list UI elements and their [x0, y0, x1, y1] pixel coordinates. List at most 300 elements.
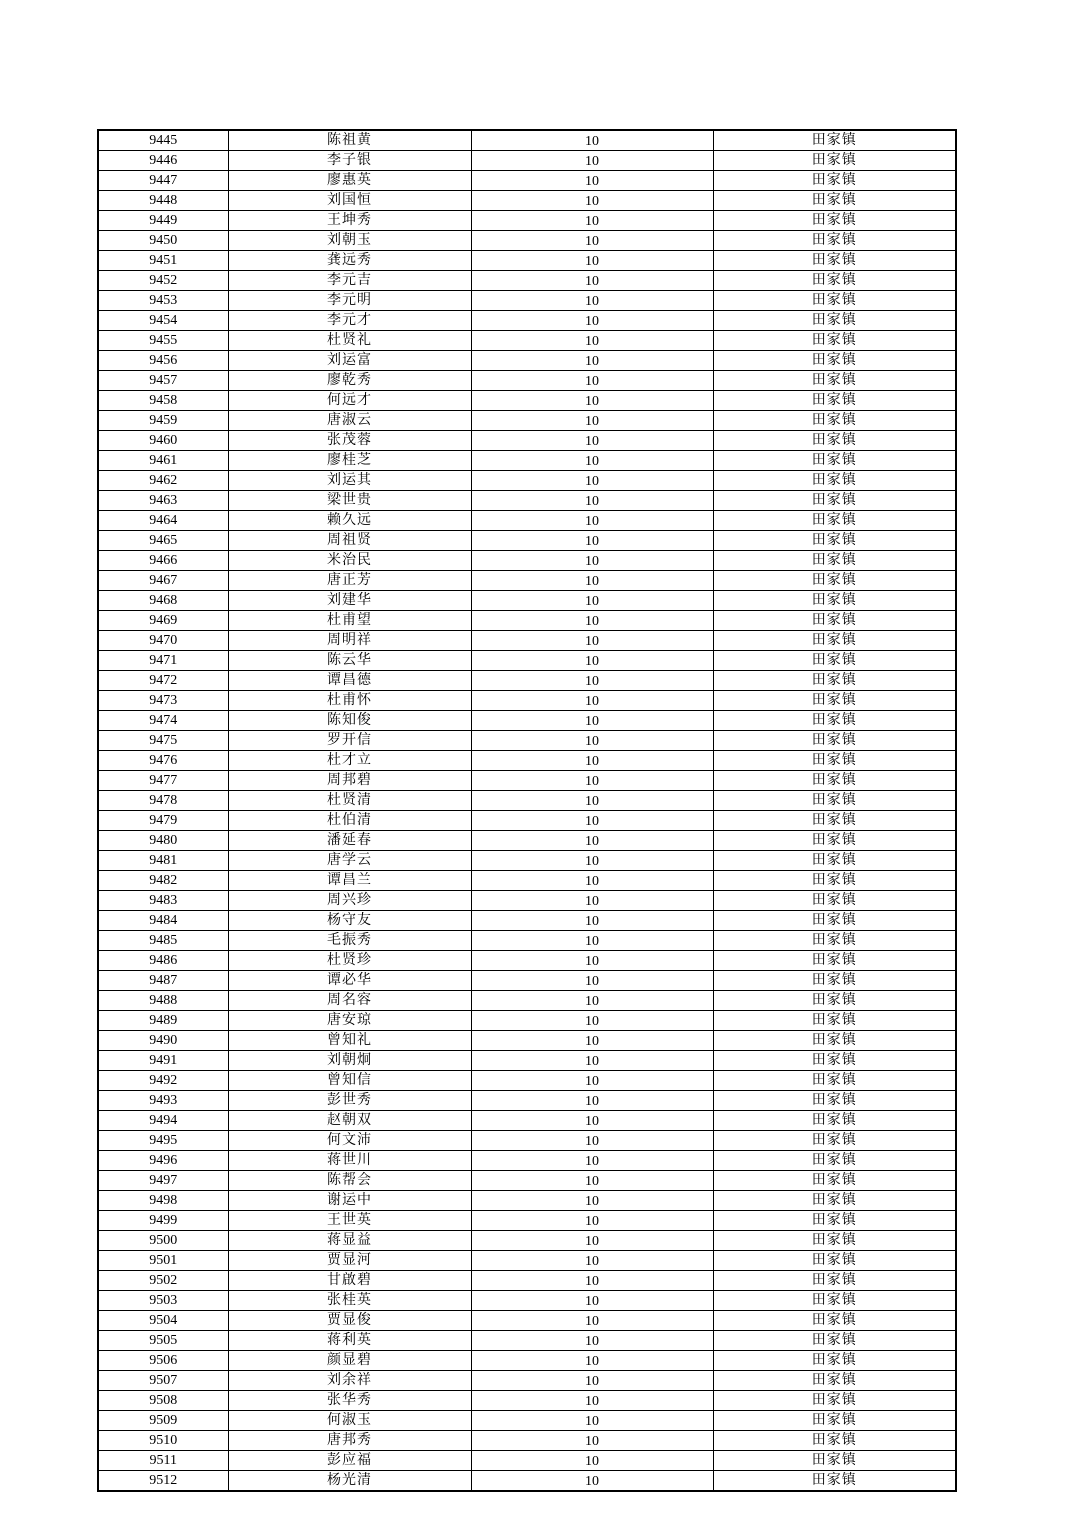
cell-serial-number: 9460: [98, 431, 228, 451]
cell-town: 田家镇: [713, 751, 956, 771]
cell-amount: 10: [471, 991, 713, 1011]
cell-town: 田家镇: [713, 511, 956, 531]
cell-amount: 10: [471, 1171, 713, 1191]
cell-serial-number: 9494: [98, 1111, 228, 1131]
cell-serial-number: 9504: [98, 1311, 228, 1331]
cell-amount: 10: [471, 791, 713, 811]
cell-serial-number: 9456: [98, 351, 228, 371]
cell-name: 杜贤珍: [228, 951, 471, 971]
cell-town: 田家镇: [713, 271, 956, 291]
cell-town: 田家镇: [713, 851, 956, 871]
table-row: [98, 831, 956, 851]
cell-name: 陈知俊: [228, 711, 471, 731]
cell-town: 田家镇: [713, 871, 956, 891]
table-row: [98, 391, 956, 411]
cell-name: 蒋利英: [228, 1331, 471, 1351]
cell-serial-number: 9479: [98, 811, 228, 831]
cell-town: 田家镇: [713, 891, 956, 911]
table-row: [98, 1331, 956, 1351]
cell-name: 谭昌德: [228, 671, 471, 691]
cell-town: 田家镇: [713, 251, 956, 271]
cell-name: 陈帮会: [228, 1171, 471, 1191]
cell-name: 杜贤礼: [228, 331, 471, 351]
cell-town: 田家镇: [713, 1031, 956, 1051]
cell-amount: 10: [471, 1331, 713, 1351]
table-row: [98, 251, 956, 271]
cell-name: 刘国恒: [228, 191, 471, 211]
cell-name: 彭应福: [228, 1451, 471, 1471]
cell-name: 张桂英: [228, 1291, 471, 1311]
cell-serial-number: 9485: [98, 931, 228, 951]
cell-name: 颜显碧: [228, 1351, 471, 1371]
cell-amount: 10: [471, 551, 713, 571]
table-row: [98, 1211, 956, 1231]
cell-amount: 10: [471, 971, 713, 991]
table-row: [98, 371, 956, 391]
cell-name: 李元才: [228, 311, 471, 331]
cell-amount: 10: [471, 1231, 713, 1251]
cell-town: 田家镇: [713, 1191, 956, 1211]
cell-amount: 10: [471, 1051, 713, 1071]
cell-name: 唐安琼: [228, 1011, 471, 1031]
cell-amount: 10: [471, 591, 713, 611]
cell-town: 田家镇: [713, 1351, 956, 1371]
cell-amount: 10: [471, 1111, 713, 1131]
cell-amount: 10: [471, 691, 713, 711]
cell-name: 谭必华: [228, 971, 471, 991]
cell-town: 田家镇: [713, 431, 956, 451]
cell-town: 田家镇: [713, 831, 956, 851]
cell-town: 田家镇: [713, 471, 956, 491]
cell-amount: 10: [471, 571, 713, 591]
table-row: [98, 291, 956, 311]
cell-serial-number: 9490: [98, 1031, 228, 1051]
cell-serial-number: 9506: [98, 1351, 228, 1371]
cell-name: 唐淑云: [228, 411, 471, 431]
table-row: [98, 1271, 956, 1291]
cell-name: 陈祖黄: [228, 130, 471, 151]
cell-town: 田家镇: [713, 951, 956, 971]
cell-serial-number: 9507: [98, 1371, 228, 1391]
table-row: [98, 411, 956, 431]
cell-name: 曾知礼: [228, 1031, 471, 1051]
cell-town: 田家镇: [713, 611, 956, 631]
cell-name: 杜才立: [228, 751, 471, 771]
cell-serial-number: 9476: [98, 751, 228, 771]
cell-serial-number: 9481: [98, 851, 228, 871]
cell-town: 田家镇: [713, 1331, 956, 1351]
cell-serial-number: 9459: [98, 411, 228, 431]
table-row: [98, 711, 956, 731]
table-row: [98, 311, 956, 331]
cell-town: 田家镇: [713, 711, 956, 731]
data-table: [97, 129, 957, 1492]
cell-amount: 10: [471, 731, 713, 751]
cell-town: 田家镇: [713, 1071, 956, 1091]
cell-serial-number: 9470: [98, 631, 228, 651]
cell-serial-number: 9505: [98, 1331, 228, 1351]
cell-town: 田家镇: [713, 1291, 956, 1311]
cell-amount: 10: [471, 311, 713, 331]
cell-name: 唐正芳: [228, 571, 471, 591]
cell-town: 田家镇: [713, 991, 956, 1011]
cell-name: 王世英: [228, 1211, 471, 1231]
table-row: [98, 471, 956, 491]
cell-serial-number: 9472: [98, 671, 228, 691]
cell-town: 田家镇: [713, 1371, 956, 1391]
table-row: [98, 771, 956, 791]
cell-serial-number: 9462: [98, 471, 228, 491]
cell-name: 蒋世川: [228, 1151, 471, 1171]
cell-amount: 10: [471, 1031, 713, 1051]
cell-serial-number: 9477: [98, 771, 228, 791]
cell-amount: 10: [471, 1271, 713, 1291]
cell-name: 李元明: [228, 291, 471, 311]
cell-serial-number: 9502: [98, 1271, 228, 1291]
cell-serial-number: 9493: [98, 1091, 228, 1111]
cell-amount: 10: [471, 231, 713, 251]
cell-name: 张华秀: [228, 1391, 471, 1411]
cell-name: 张茂蓉: [228, 431, 471, 451]
cell-town: 田家镇: [713, 811, 956, 831]
table-row: [98, 1371, 956, 1391]
table-row: [98, 571, 956, 591]
cell-amount: 10: [471, 411, 713, 431]
table-row: [98, 971, 956, 991]
cell-name: 刘朝玉: [228, 231, 471, 251]
cell-amount: 10: [471, 1131, 713, 1151]
cell-town: 田家镇: [713, 551, 956, 571]
cell-amount: 10: [471, 831, 713, 851]
cell-amount: 10: [471, 1251, 713, 1271]
cell-town: 田家镇: [713, 411, 956, 431]
cell-serial-number: 9445: [98, 130, 228, 151]
cell-town: 田家镇: [713, 1131, 956, 1151]
cell-serial-number: 9496: [98, 1151, 228, 1171]
cell-name: 赵朝双: [228, 1111, 471, 1131]
table-row: [98, 1131, 956, 1151]
cell-amount: 10: [471, 1291, 713, 1311]
cell-town: 田家镇: [713, 531, 956, 551]
cell-town: 田家镇: [713, 731, 956, 751]
table-row: [98, 1071, 956, 1091]
table-row: [98, 1291, 956, 1311]
cell-name: 谭昌兰: [228, 871, 471, 891]
table-row: [98, 151, 956, 171]
cell-town: 田家镇: [713, 171, 956, 191]
cell-town: 田家镇: [713, 1011, 956, 1031]
cell-serial-number: 9497: [98, 1171, 228, 1191]
cell-serial-number: 9487: [98, 971, 228, 991]
cell-name: 廖乾秀: [228, 371, 471, 391]
cell-town: 田家镇: [713, 671, 956, 691]
table-row: [98, 631, 956, 651]
cell-name: 陈云华: [228, 651, 471, 671]
cell-amount: 10: [471, 1011, 713, 1031]
cell-serial-number: 9492: [98, 1071, 228, 1091]
cell-amount: 10: [471, 891, 713, 911]
table-row: [98, 451, 956, 471]
cell-amount: 10: [471, 331, 713, 351]
table-row: [98, 691, 956, 711]
cell-name: 何淑玉: [228, 1411, 471, 1431]
cell-name: 米治民: [228, 551, 471, 571]
cell-serial-number: 9474: [98, 711, 228, 731]
cell-serial-number: 9464: [98, 511, 228, 531]
cell-serial-number: 9454: [98, 311, 228, 331]
table-row: [98, 1151, 956, 1171]
cell-amount: 10: [471, 1411, 713, 1431]
table-row: [98, 351, 956, 371]
table-body: [98, 130, 956, 1491]
table-row: [98, 851, 956, 871]
cell-name: 龚远秀: [228, 251, 471, 271]
cell-serial-number: 9499: [98, 1211, 228, 1231]
cell-name: 贾显俊: [228, 1311, 471, 1331]
cell-name: 甘啟碧: [228, 1271, 471, 1291]
cell-amount: 10: [471, 171, 713, 191]
cell-name: 刘建华: [228, 591, 471, 611]
cell-town: 田家镇: [713, 571, 956, 591]
cell-name: 刘运富: [228, 351, 471, 371]
cell-name: 谢运中: [228, 1191, 471, 1211]
cell-serial-number: 9512: [98, 1471, 228, 1492]
cell-town: 田家镇: [713, 971, 956, 991]
table-row: [98, 1391, 956, 1411]
cell-town: 田家镇: [713, 1271, 956, 1291]
cell-amount: 10: [471, 1311, 713, 1331]
cell-serial-number: 9501: [98, 1251, 228, 1271]
table-row: [98, 651, 956, 671]
cell-amount: 10: [471, 451, 713, 471]
table-row: [98, 1091, 956, 1111]
cell-town: 田家镇: [713, 651, 956, 671]
table-row: [98, 1351, 956, 1371]
cell-town: 田家镇: [713, 130, 956, 151]
cell-name: 梁世贵: [228, 491, 471, 511]
cell-serial-number: 9510: [98, 1431, 228, 1451]
cell-town: 田家镇: [713, 191, 956, 211]
cell-town: 田家镇: [713, 371, 956, 391]
cell-serial-number: 9461: [98, 451, 228, 471]
cell-amount: 10: [471, 911, 713, 931]
cell-serial-number: 9486: [98, 951, 228, 971]
cell-name: 廖惠英: [228, 171, 471, 191]
cell-serial-number: 9463: [98, 491, 228, 511]
table-row: [98, 531, 956, 551]
table-row: [98, 551, 956, 571]
cell-town: 田家镇: [713, 1471, 956, 1492]
cell-amount: 10: [471, 391, 713, 411]
cell-amount: 10: [471, 191, 713, 211]
cell-amount: 10: [471, 951, 713, 971]
cell-amount: 10: [471, 871, 713, 891]
table-row: [98, 1191, 956, 1211]
table-row: [98, 431, 956, 451]
cell-serial-number: 9455: [98, 331, 228, 351]
table-row: [98, 791, 956, 811]
cell-town: 田家镇: [713, 311, 956, 331]
table-row: [98, 271, 956, 291]
cell-town: 田家镇: [713, 1251, 956, 1271]
table-row: [98, 491, 956, 511]
cell-town: 田家镇: [713, 331, 956, 351]
cell-name: 廖桂芝: [228, 451, 471, 471]
table-row: [98, 951, 956, 971]
cell-serial-number: 9447: [98, 171, 228, 191]
cell-name: 何文沛: [228, 1131, 471, 1151]
cell-name: 李元吉: [228, 271, 471, 291]
table-row: [98, 1171, 956, 1191]
cell-amount: 10: [471, 1351, 713, 1371]
table-row: [98, 931, 956, 951]
cell-town: 田家镇: [713, 931, 956, 951]
cell-amount: 10: [471, 130, 713, 151]
cell-town: 田家镇: [713, 791, 956, 811]
cell-serial-number: 9511: [98, 1451, 228, 1471]
cell-serial-number: 9465: [98, 531, 228, 551]
cell-amount: 10: [471, 151, 713, 171]
cell-serial-number: 9453: [98, 291, 228, 311]
cell-serial-number: 9478: [98, 791, 228, 811]
table-row: [98, 1231, 956, 1251]
cell-name: 王坤秀: [228, 211, 471, 231]
cell-serial-number: 9467: [98, 571, 228, 591]
cell-town: 田家镇: [713, 1171, 956, 1191]
table-row: [98, 591, 956, 611]
cell-town: 田家镇: [713, 291, 956, 311]
cell-name: 李子银: [228, 151, 471, 171]
cell-serial-number: 9483: [98, 891, 228, 911]
table-row: [98, 171, 956, 191]
cell-serial-number: 9482: [98, 871, 228, 891]
cell-name: 何远才: [228, 391, 471, 411]
table-row: [98, 1031, 956, 1051]
table-row: [98, 331, 956, 351]
cell-amount: 10: [471, 1191, 713, 1211]
table-row: [98, 130, 956, 151]
cell-name: 贾显河: [228, 1251, 471, 1271]
cell-amount: 10: [471, 371, 713, 391]
cell-serial-number: 9471: [98, 651, 228, 671]
cell-serial-number: 9449: [98, 211, 228, 231]
table-row: [98, 511, 956, 531]
cell-amount: 10: [471, 471, 713, 491]
table-row: [98, 991, 956, 1011]
cell-amount: 10: [471, 1151, 713, 1171]
table-row: [98, 671, 956, 691]
cell-amount: 10: [471, 651, 713, 671]
cell-amount: 10: [471, 251, 713, 271]
cell-amount: 10: [471, 271, 713, 291]
cell-name: 杨守友: [228, 911, 471, 931]
table-row: [98, 1251, 956, 1271]
cell-serial-number: 9468: [98, 591, 228, 611]
cell-town: 田家镇: [713, 911, 956, 931]
cell-town: 田家镇: [713, 1151, 956, 1171]
cell-name: 罗开信: [228, 731, 471, 751]
cell-amount: 10: [471, 1391, 713, 1411]
table-row: [98, 1111, 956, 1131]
cell-serial-number: 9509: [98, 1411, 228, 1431]
cell-town: 田家镇: [713, 1391, 956, 1411]
cell-town: 田家镇: [713, 211, 956, 231]
cell-serial-number: 9473: [98, 691, 228, 711]
cell-amount: 10: [471, 1091, 713, 1111]
cell-amount: 10: [471, 771, 713, 791]
cell-amount: 10: [471, 931, 713, 951]
cell-name: 杜伯清: [228, 811, 471, 831]
cell-amount: 10: [471, 351, 713, 371]
cell-town: 田家镇: [713, 151, 956, 171]
cell-town: 田家镇: [713, 391, 956, 411]
cell-amount: 10: [471, 811, 713, 831]
cell-amount: 10: [471, 1371, 713, 1391]
cell-serial-number: 9458: [98, 391, 228, 411]
table-row: [98, 611, 956, 631]
cell-town: 田家镇: [713, 591, 956, 611]
cell-amount: 10: [471, 491, 713, 511]
cell-name: 杜甫怀: [228, 691, 471, 711]
cell-amount: 10: [471, 291, 713, 311]
cell-town: 田家镇: [713, 1451, 956, 1471]
cell-amount: 10: [471, 1471, 713, 1492]
cell-serial-number: 9451: [98, 251, 228, 271]
cell-serial-number: 9503: [98, 1291, 228, 1311]
cell-serial-number: 9491: [98, 1051, 228, 1071]
table-row: [98, 811, 956, 831]
cell-name: 周邦碧: [228, 771, 471, 791]
cell-name: 潘延春: [228, 831, 471, 851]
cell-town: 田家镇: [713, 351, 956, 371]
cell-serial-number: 9469: [98, 611, 228, 631]
cell-name: 彭世秀: [228, 1091, 471, 1111]
table-row: [98, 1011, 956, 1031]
cell-name: 赖久远: [228, 511, 471, 531]
table-row: [98, 1051, 956, 1071]
cell-serial-number: 9448: [98, 191, 228, 211]
cell-serial-number: 9489: [98, 1011, 228, 1031]
table-row: [98, 911, 956, 931]
cell-town: 田家镇: [713, 1051, 956, 1071]
cell-town: 田家镇: [713, 1111, 956, 1131]
cell-serial-number: 9480: [98, 831, 228, 851]
table-row: [98, 1311, 956, 1331]
table-row: [98, 1471, 956, 1492]
cell-town: 田家镇: [713, 1431, 956, 1451]
cell-town: 田家镇: [713, 1231, 956, 1251]
table-row: [98, 891, 956, 911]
cell-town: 田家镇: [713, 451, 956, 471]
cell-town: 田家镇: [713, 1311, 956, 1331]
cell-town: 田家镇: [713, 631, 956, 651]
cell-amount: 10: [471, 1431, 713, 1451]
table-row: [98, 751, 956, 771]
cell-amount: 10: [471, 611, 713, 631]
cell-amount: 10: [471, 1451, 713, 1471]
cell-name: 杜贤清: [228, 791, 471, 811]
cell-serial-number: 9500: [98, 1231, 228, 1251]
cell-serial-number: 9508: [98, 1391, 228, 1411]
table-row: [98, 231, 956, 251]
cell-serial-number: 9446: [98, 151, 228, 171]
table-row: [98, 1411, 956, 1431]
cell-amount: 10: [471, 1071, 713, 1091]
cell-name: 刘运其: [228, 471, 471, 491]
cell-serial-number: 9495: [98, 1131, 228, 1151]
cell-serial-number: 9457: [98, 371, 228, 391]
cell-name: 周兴珍: [228, 891, 471, 911]
